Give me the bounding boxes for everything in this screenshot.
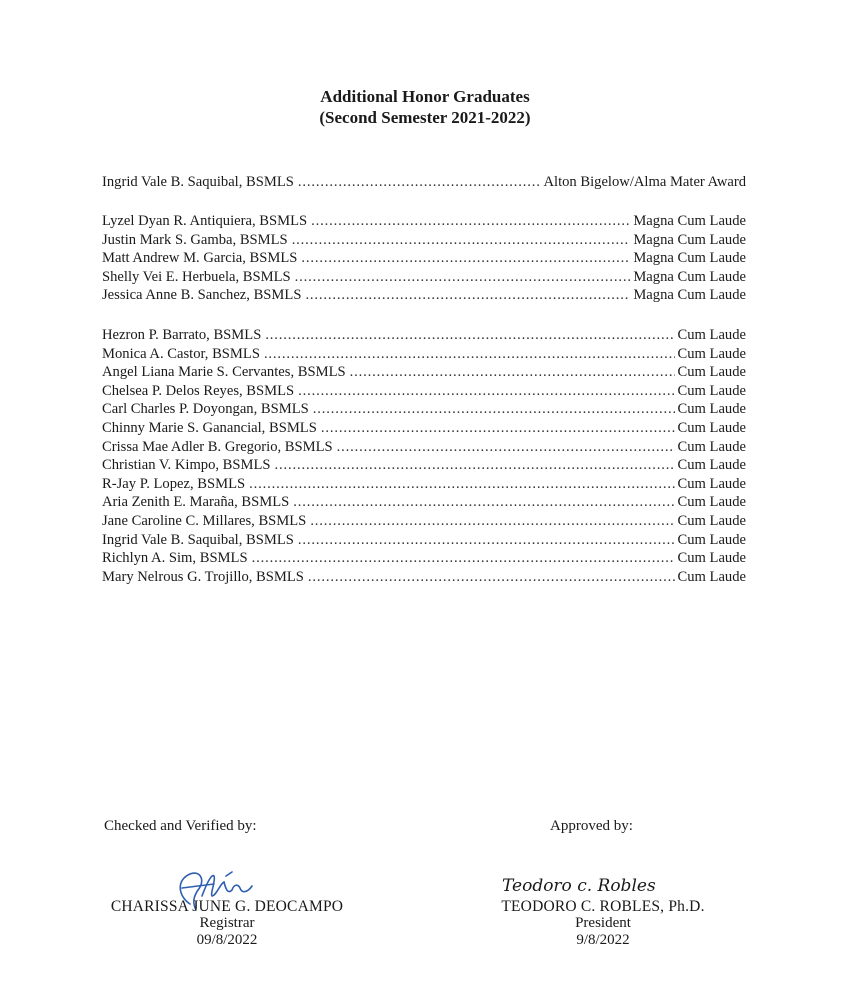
list-item: Shelly Vei E. Herbuela, BSMLS . . . Magna Cum Laude (102, 268, 746, 287)
list-item: Mary Nelrous G. Trojillo, BSMLS . . . Cum Laude (102, 568, 746, 587)
award-list-magna-cum-laude (102, 212, 746, 305)
registrar-block (104, 898, 350, 949)
list-item: Lyzel Dyan R. Antiquiera, BSMLS . . . Magna Cum Laude (102, 212, 746, 231)
president-signature (498, 872, 676, 898)
page-title: Additional Honor Graduates (320, 87, 530, 106)
list-item: Chinny Marie S. Ganancial, BSMLS . . . Cum Laude (102, 419, 746, 438)
president-position: President (575, 915, 631, 931)
list-item: Monica A. Castor, BSMLS . . . Cum Laude (102, 345, 746, 364)
list-item: Ingrid Vale B. Saquibal, BSMLS . . . Cum Laude (102, 531, 746, 550)
approved-by-label: Approved by: (550, 818, 633, 834)
list-item: Ingrid Vale B. Saquibal, BSMLS . . . Alton Bigelow/Alma Mater Award (102, 173, 746, 192)
svg-text:Teodoro c. Robles: Teodoro c. Robles (502, 876, 656, 896)
registrar-position: Registrar (199, 915, 255, 931)
list-item: Carl Charles P. Doyongan, BSMLS . . . Cum Laude (102, 400, 746, 419)
list-item: Chelsea P. Delos Reyes, BSMLS . . . Cum Laude (102, 382, 746, 401)
page-subtitle: (Second Semester 2021-2022) (319, 108, 531, 127)
president-name: TEODORO C. ROBLES, Ph.D. (501, 898, 705, 915)
list-item: Matt Andrew M. Garcia, BSMLS . . . Magna Cum Laude (102, 249, 746, 268)
list-item: Aria Zenith E. Maraña, BSMLS . . . Cum Laude (102, 493, 746, 512)
list-item: Justin Mark S. Gamba, BSMLS . . . Magna Cum Laude (102, 231, 746, 250)
award-list-cum-laude (102, 326, 746, 586)
award-list-alma-mater (102, 173, 746, 192)
president-block (490, 898, 716, 949)
document-title-block (0, 86, 850, 128)
president-date: 9/8/2022 (576, 932, 630, 948)
list-item: Crissa Mae Adler B. Gregorio, BSMLS . . . Cum Laude (102, 438, 746, 457)
list-item: Jessica Anne B. Sanchez, BSMLS . . . Magna Cum Laude (102, 286, 746, 305)
checked-verified-label: Checked and Verified by: (104, 818, 257, 834)
list-item: Angel Liana Marie S. Cervantes, BSMLS . . . Cum Laude (102, 363, 746, 382)
list-item: R-Jay P. Lopez, BSMLS . . . Cum Laude (102, 475, 746, 494)
registrar-name: CHARISSA JUNE G. DEOCAMPO (110, 898, 344, 915)
registrar-date: 09/8/2022 (196, 932, 258, 948)
list-item: Jane Caroline C. Millares, BSMLS . . . Cum Laude (102, 512, 746, 531)
list-item: Richlyn A. Sim, BSMLS . . . Cum Laude (102, 549, 746, 568)
list-item: Christian V. Kimpo, BSMLS . . . Cum Laude (102, 456, 746, 475)
list-item: Hezron P. Barrato, BSMLS . . . Cum Laude (102, 326, 746, 345)
